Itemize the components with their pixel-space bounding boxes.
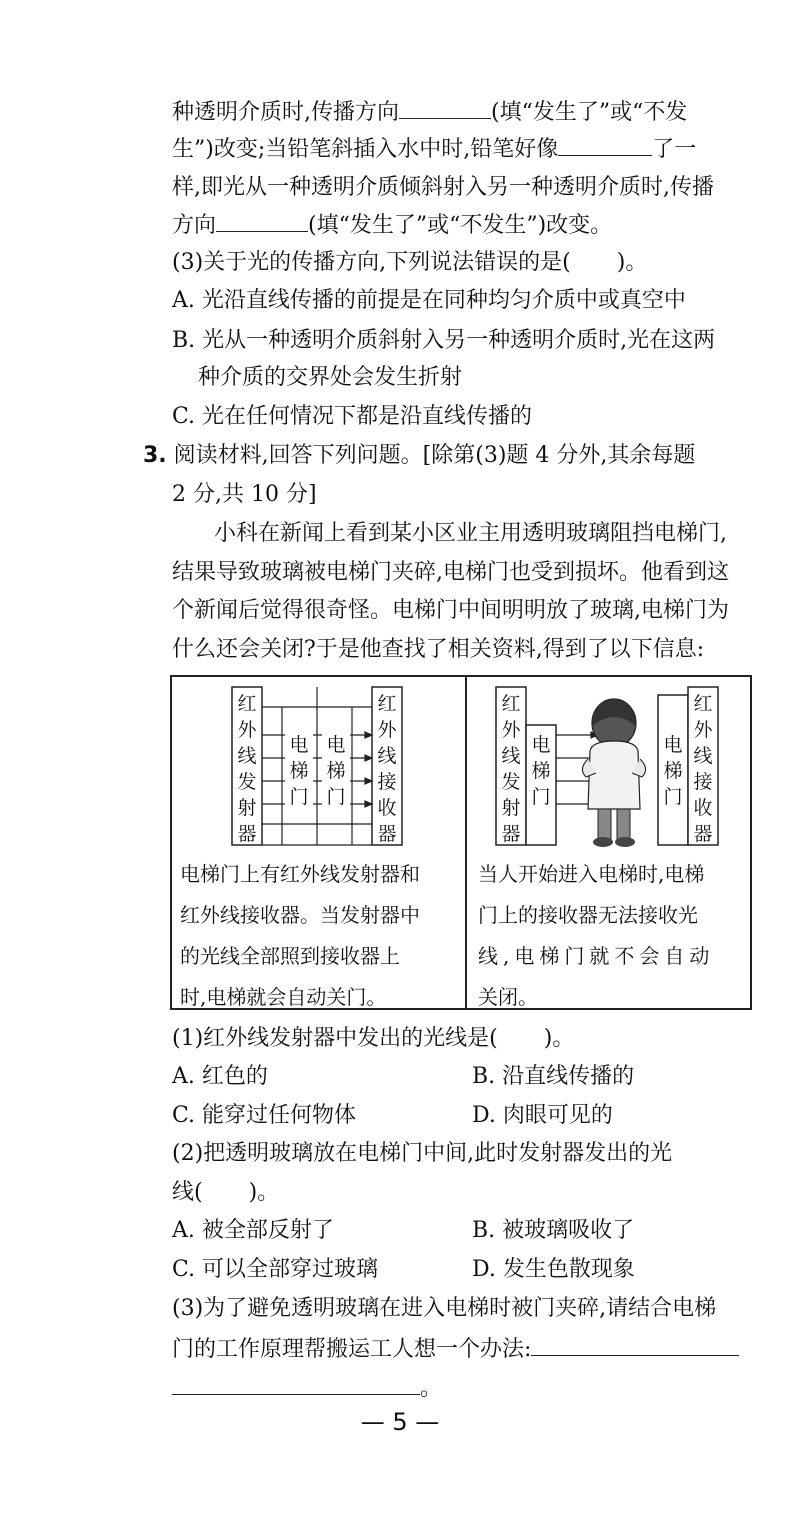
label-char: 接 [693,771,713,793]
label-char: 电 [531,734,551,756]
passage-line: 结果导致玻璃被电梯门夹碎,电梯门也受到损坏。他看到这 [172,560,729,585]
sub-question-2-continued [172,1176,279,1210]
line-text: (填“发生了”或“不发 [491,100,688,125]
person-icon [582,699,645,847]
caption-line: 电梯门上有红外线发射器和 [180,862,420,886]
line-text: 了一 [652,137,697,162]
option-b: B. 沿直线传播的 [472,1064,635,1089]
answer-line-row [172,1370,442,1406]
label-char: 外 [377,719,397,741]
elevator-doors [262,687,372,845]
passage-line: 小科在新闻上看到某小区业主用透明玻璃阻挡电梯门, [214,521,727,546]
label-char: 外 [237,719,257,741]
answer-blank[interactable] [216,207,308,232]
stem-text: 门的工作原理帮搬运工人想一个办法: [172,1337,532,1362]
sub-question-3-continued [172,1331,739,1367]
option-a: A. 被全部反射了 [172,1218,334,1243]
label-char: 收 [693,797,713,819]
label-char: 器 [501,823,521,845]
stem-text: )。 [248,1180,280,1205]
text-line [172,207,612,243]
label-char: 射 [501,797,521,819]
label-char: 梯 [326,760,346,782]
label-char: 门 [289,786,309,808]
question-stem [172,246,647,280]
text-line [172,94,687,130]
stem-text: (3)关于光的传播方向,下列说法错误的是( [172,250,571,275]
label-char: 梯 [663,760,683,782]
label-char: 线 [237,745,257,767]
caption-line: 时,电梯就会自动关门。 [180,985,387,1009]
stem-text: 。 [420,1376,443,1401]
door-label-left [531,734,550,808]
label-char: 红 [693,693,713,715]
door-label-left [289,734,308,808]
line-text: (填“发生了”或“不发生”)改变。 [308,213,613,238]
label-char: 外 [501,719,521,741]
caption-line: 门上的接收器无法接收光 [478,903,698,927]
label-char: 发 [501,771,521,793]
label-char: 线 [501,745,521,767]
page-number: — 5 — [360,1408,440,1436]
label-char: 红 [237,693,257,715]
caption-line: 红外线接收器。当发射器中 [180,903,420,927]
label-char: 线 [377,745,397,767]
option-c: C. 光在任何情况下都是沿直线传播的 [172,404,533,429]
label-char: 红 [501,693,521,715]
answer-blank[interactable] [399,94,491,119]
right-diagram [466,677,752,852]
option-c: C. 能穿过任何物体 [172,1103,357,1128]
line-text: 生”)改变;当铅笔斜插入水中时,铅笔好像 [172,137,559,162]
option-b: B. 被玻璃吸收了 [472,1218,635,1243]
question-3-title-continued: 2 分,共 10 分] [172,482,317,507]
line-text: 种透明介质时,传播方向 [172,100,399,125]
option-d: D. 发生色散现象 [472,1257,635,1282]
option-a: A. 红色的 [172,1064,268,1089]
sub-question-2: (2)把透明玻璃放在电梯门中间,此时发射器发出的光 [172,1141,673,1166]
answer-line[interactable] [531,1331,739,1356]
option-b-continued: 种介质的交界处会发生折射 [198,365,463,390]
caption-line: 当人开始进入电梯时,电梯 [478,862,705,886]
door-label-right [326,734,345,808]
info-figure [170,675,752,1010]
option-a: A. 光沿直线传播的前提是在同种均匀介质中或真空中 [172,288,686,313]
passage-line: 个新闻后觉得很奇怪。电梯门中间明明放了玻璃,电梯门为 [172,598,729,623]
option-b: B. 光从一种透明介质斜射入另一种透明介质时,光在这两 [172,328,716,353]
left-caption [180,854,420,1018]
line-text: 样,即光从一种透明介质倾斜射入另一种透明介质时,传播 [172,175,714,200]
sub-question-3: (3)为了避免透明玻璃在进入电梯时被门夹碎,请结合电梯 [172,1296,717,1321]
label-char: 门 [663,786,683,808]
label-char: 收 [377,797,397,819]
label-char: 门 [531,786,551,808]
caption-line: 关闭。 [478,985,538,1009]
stem-text: )。 [616,250,648,275]
question-3-title [143,439,695,473]
left-diagram [172,677,464,852]
option-d: D. 肉眼可见的 [472,1103,613,1128]
label-char: 器 [693,823,713,845]
label-char: 发 [237,771,257,793]
question-number: 3. [143,443,167,468]
label-char: 电 [326,734,346,756]
label-char: 梯 [289,760,309,782]
passage-line: 什么还会关闭?于是他查找了相关资料,得到了以下信息: [172,637,705,662]
text-line [172,171,714,205]
label-char: 红 [377,693,397,715]
label-char: 门 [326,786,346,808]
answer-line[interactable] [172,1370,420,1395]
label-char: 器 [237,823,257,845]
text-line [172,131,696,167]
label-char: 线 [693,745,713,767]
caption-line: 线,电梯门就不会自动 [478,944,715,968]
label-char: 外 [693,719,713,741]
answer-blank[interactable] [558,131,652,156]
line-text: 方向 [172,213,217,238]
label-char: 接 [377,771,397,793]
right-caption [478,854,714,1018]
stem-text: )。 [543,1026,575,1051]
option-c: C. 可以全部穿过玻璃 [172,1257,379,1282]
label-char: 梯 [531,760,551,782]
sub-question-1 [172,1022,574,1056]
question-title: 阅读材料,回答下列问题。[除第(3)题 4 分外,其余每题 [173,443,696,468]
label-char: 器 [377,823,397,845]
stem-text: (1)红外线发射器中发出的光线是( [172,1026,498,1051]
door-label-right [663,734,682,808]
label-char: 电 [663,734,683,756]
stem-text: 线( [172,1180,203,1205]
label-char: 电 [289,734,309,756]
caption-line: 的光线全部照到接收器上 [180,944,400,968]
label-char: 射 [237,797,257,819]
